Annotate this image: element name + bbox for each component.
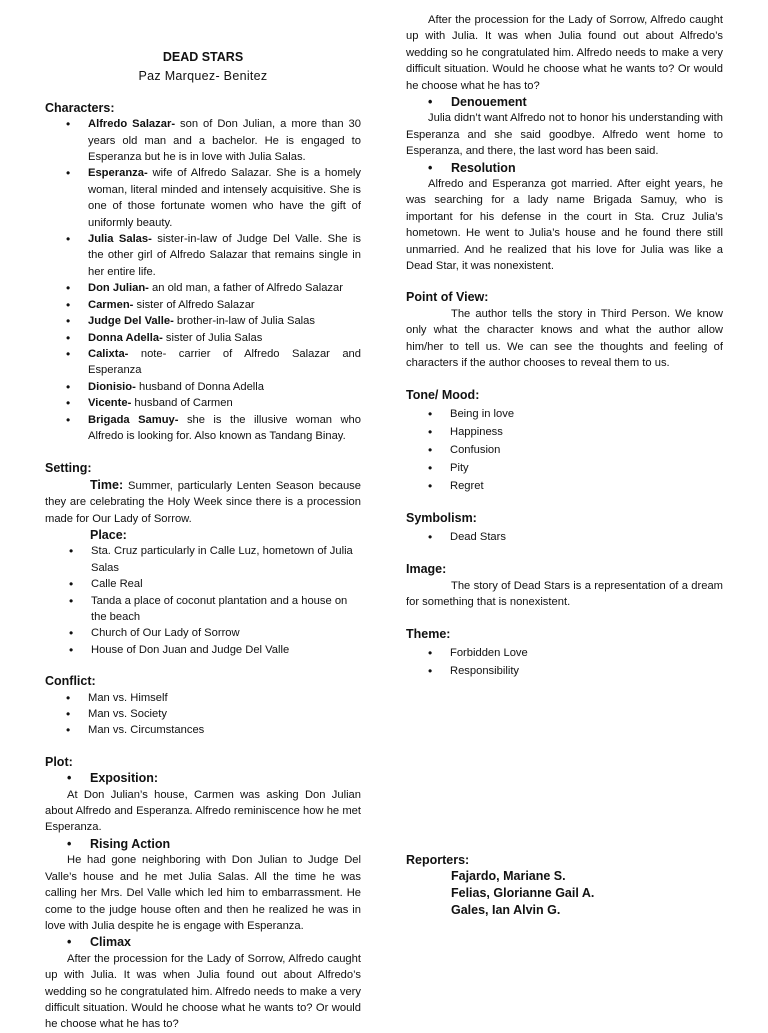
reporter-name: Fajardo, Mariane S. [451,869,566,884]
list-item: • House of Don Juan and Judge Del Valle [45,642,361,658]
left-column [45,0,361,1031]
point-of-view-text: The author tells the story in Third Person. We know only what the character knows and what the author allow him/her to tell us. We can see the thoughts and feeling of characters if the author chooses to reveal them to us. [406,307,723,370]
list-item: • Forbidden Love [406,644,723,662]
plot-heading: Plot: [45,754,73,769]
rising-action-text: He had gone neighboring with Don Julian to Judge Del Valle’s house and he met Julia Salas. All the time he was calling her Mrs. Del Valle which led him to embarrassment. He come to the judge house often and then he realized he was in love with Julia despite he is engage with Esperanza. [45,854,361,932]
conflict-list [45,690,361,739]
list-item: • Church of Our Lady of Sorrow [45,625,361,641]
list-item: • Calle Real [45,576,361,592]
list-item: • Carmen- sister of Alfredo Salazar [45,297,361,313]
reporter-name: Felias, Glorianne Gail A. [451,886,595,901]
list-item: • Regret [406,477,723,495]
list-item: • Confusion [406,441,723,459]
list-item: • Dionisio- husband of Donna Adella [45,379,361,395]
document-author: Paz Marquez- Benitez [138,69,268,84]
place-label: Place: [90,527,127,542]
symbolism-heading: Symbolism: [406,510,477,525]
exposition-text: At Don Julian’s house, Carmen was asking Don Julian about Alfredo and Esperanza. Alfredo reminiscence how he met Esperanza. [45,788,361,834]
exposition-heading: • Exposition: [45,770,361,786]
list-item: • Man vs. Society [45,706,361,722]
theme-heading: Theme: [406,626,451,641]
tone-list [406,405,723,495]
point-of-view-heading: Point of View: [406,290,489,305]
list-item: • Pity [406,459,723,477]
places-list [45,543,361,658]
list-item: • Responsibility [406,662,723,680]
climax-heading: • Climax [45,934,361,950]
time-label: Time: [90,477,124,492]
image-text: The story of Dead Stars is a representation of a dream for something that is nonexistent. [406,579,723,609]
characters-heading: Characters: [45,100,115,115]
list-item: • Esperanza- wife of Alfredo Salazar. She is a homely woman, literal minded and intensely acquisitive. She is one of those fortunate women who have the gift of uniformly beauty. [45,165,361,231]
list-item: • Happiness [406,423,723,441]
list-item: • Man vs. Himself [45,690,361,706]
reporter-name: Gales, Ian Alvin G. [451,903,561,918]
setting-time: Time: Summer, particularly Lenten Season because they are celebrating the Holy Week since there is a procession made for Our Lady of Sorrow. [45,477,361,525]
list-item: • Brigada Samuy- she is the illusive woman who Alfredo is looking for. Also known as Tandang Binay. [45,412,361,445]
list-item: • Vicente- husband of Carmen [45,395,361,411]
climax-text: After the procession for the Lady of Sorrow, Alfredo caught up with Julia. It was when Julia found out about Alfredo’s wedding so he congratulated him. Alfredo needs to make a very difficult situation. Would he choose what he wants to? Or would he choose what he has to? [45,952,361,1031]
resolution-text: Alfredo and Esperanza got married. After eight years, he was searching for a lady name Brigada Samuy, who is important for his defense in the court in Sta. Cruz Julia’s hometown. He went to Julia’s house and he found there still unmarried. And he realized that his love for Julia was like a Dead Star, it was nonexistent. [406,178,723,273]
list-item: • Dead Stars [406,528,723,546]
list-item: • Tanda a place of coconut plantation and a house on the beach [45,593,361,626]
list-item: • Julia Salas- sister-in-law of Judge Del Valle. She is the other girl of Alfredo Salazar that remains single in her entire life. [45,231,361,280]
list-item: • Being in love [406,405,723,423]
denouement-heading: • Denouement [406,94,723,110]
climax-continued-text: After the procession for the Lady of Sorrow, Alfredo caught up with Julia. It was when Julia found out about Alfredo’s wedding so he congratulated him. Alfredo needs to make a very difficult situation. Would he choose what he wants to? Or would he choose what he has to? [406,14,723,92]
reporters-heading: Reporters: [406,853,470,867]
conflict-heading: Conflict: [45,674,96,689]
symbolism-list [406,528,723,546]
image-heading: Image: [406,562,447,577]
list-item: • Man vs. Circumstances [45,722,361,738]
list-item: • Alfredo Salazar- son of Don Julian, a more than 30 years old man and a bachelor. He is engaged to Esperanza but he is in love with Julia Salas. [45,116,361,165]
list-item: • Don Julian- an old man, a father of Alfredo Salazar [45,280,361,296]
denouement-text: Julia didn’t want Alfredo not to honor his understanding with Esperanza and she said goodbye. Alfredo went home to Esperanza, and there, the last word has been said. [406,112,723,158]
tone-heading: Tone/ Mood: [406,387,480,402]
list-item: • Sta. Cruz particularly in Calle Luz, hometown of Julia Salas [45,543,361,576]
theme-list [406,644,723,680]
characters-list [45,116,361,444]
rising-action-heading: • Rising Action [45,836,361,852]
resolution-heading: • Resolution [406,160,723,176]
reporters-list [406,868,723,919]
list-item: • Calixta- note- carrier of Alfredo Salazar and Esperanza [45,346,361,379]
document-title: DEAD STARS [162,50,244,64]
list-item: • Donna Adella- sister of Julia Salas [45,330,361,346]
setting-heading: Setting: [45,461,92,476]
list-item: • Judge Del Valle- brother-in-law of Julia Salas [45,313,361,329]
right-column [406,0,723,918]
reporters-section [406,852,723,919]
